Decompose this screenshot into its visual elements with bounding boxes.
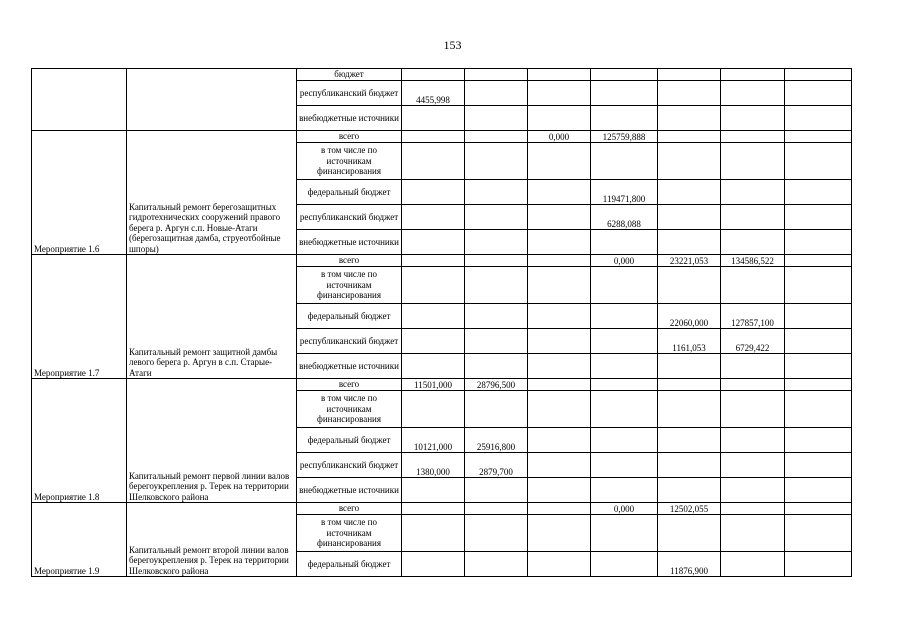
value-cell [785, 143, 852, 180]
value-cell: 0,000 [591, 503, 658, 515]
value-cell [785, 230, 852, 255]
value-cell [528, 354, 591, 379]
value-cell [528, 329, 591, 354]
value-cell [591, 267, 658, 304]
value-cell [528, 230, 591, 255]
value-cell [591, 106, 658, 131]
value-cell [465, 255, 528, 267]
value-cell [591, 391, 658, 428]
value-cell [402, 131, 465, 143]
value-cell: 127857,100 [721, 304, 785, 329]
funding-source-cell: внебюджетные источники [297, 230, 402, 255]
value-cell [658, 354, 721, 379]
funding-source-cell: республиканский бюджет [297, 329, 402, 354]
value-cell [591, 354, 658, 379]
value-cell [465, 304, 528, 329]
value-cell [402, 503, 465, 515]
value-cell: 11501,000 [402, 379, 465, 391]
value-cell [528, 379, 591, 391]
value-cell: 1380,000 [402, 453, 465, 478]
value-cell [721, 478, 785, 503]
funding-source-cell: бюджет [297, 69, 402, 81]
value-cell [658, 379, 721, 391]
value-cell [528, 552, 591, 577]
value-cell [721, 143, 785, 180]
value-cell [402, 143, 465, 180]
value-cell [591, 329, 658, 354]
table-body [32, 69, 852, 577]
value-cell [528, 304, 591, 329]
value-cell [658, 205, 721, 230]
value-cell [721, 354, 785, 379]
value-cell [465, 205, 528, 230]
value-cell: 2879,700 [465, 453, 528, 478]
value-cell [465, 143, 528, 180]
value-cell [465, 180, 528, 205]
value-cell [785, 180, 852, 205]
value-cell [658, 81, 721, 106]
value-cell: 4455,998 [402, 81, 465, 106]
funding-source-cell: республиканский бюджет [297, 453, 402, 478]
value-cell [528, 391, 591, 428]
funding-source-cell: федеральный бюджет [297, 552, 402, 577]
value-cell [721, 552, 785, 577]
value-cell [721, 81, 785, 106]
value-cell [785, 379, 852, 391]
value-cell [465, 552, 528, 577]
value-cell [528, 143, 591, 180]
table-row [32, 503, 852, 515]
value-cell [785, 354, 852, 379]
value-cell [721, 428, 785, 453]
value-cell [528, 453, 591, 478]
funding-source-cell: федеральный бюджет [297, 304, 402, 329]
value-cell: 0,000 [528, 131, 591, 143]
value-cell [591, 143, 658, 180]
value-cell [465, 106, 528, 131]
value-cell: 23221,053 [658, 255, 721, 267]
value-cell [402, 515, 465, 552]
value-cell [785, 255, 852, 267]
value-cell [721, 515, 785, 552]
value-cell [402, 180, 465, 205]
value-cell [465, 503, 528, 515]
value-cell [591, 69, 658, 81]
value-cell [591, 304, 658, 329]
value-cell [785, 428, 852, 453]
value-cell [465, 131, 528, 143]
value-cell [528, 478, 591, 503]
funding-source-cell: федеральный бюджет [297, 180, 402, 205]
value-cell [528, 428, 591, 453]
event-cell: Мероприятие 1.7 [32, 255, 127, 379]
value-cell: 119471,800 [591, 180, 658, 205]
value-cell [402, 304, 465, 329]
funding-source-cell: внебюджетные источники [297, 478, 402, 503]
funding-source-cell: республиканский бюджет [297, 205, 402, 230]
value-cell: 22060,000 [658, 304, 721, 329]
value-cell [785, 515, 852, 552]
value-cell [465, 354, 528, 379]
value-cell [528, 180, 591, 205]
value-cell [465, 329, 528, 354]
value-cell [402, 230, 465, 255]
value-cell [658, 428, 721, 453]
value-cell [785, 205, 852, 230]
event-cell: Мероприятие 1.6 [32, 131, 127, 255]
value-cell [465, 267, 528, 304]
value-cell [658, 391, 721, 428]
value-cell: 12502,055 [658, 503, 721, 515]
event-cell [32, 69, 127, 131]
value-cell [591, 478, 658, 503]
value-cell [528, 515, 591, 552]
page-number: 153 [443, 38, 462, 52]
value-cell: 28796,500 [465, 379, 528, 391]
table-row [32, 379, 852, 391]
value-cell [785, 552, 852, 577]
value-cell [402, 255, 465, 267]
value-cell [785, 329, 852, 354]
value-cell [402, 69, 465, 81]
funding-source-cell: всего [297, 131, 402, 143]
value-cell [785, 391, 852, 428]
value-cell: 11876,900 [658, 552, 721, 577]
value-cell: 134586,522 [721, 255, 785, 267]
value-cell [591, 428, 658, 453]
funding-source-cell: всего [297, 379, 402, 391]
value-cell [721, 503, 785, 515]
value-cell [721, 180, 785, 205]
table-row [32, 255, 852, 267]
value-cell [785, 81, 852, 106]
value-cell [721, 205, 785, 230]
value-cell [402, 552, 465, 577]
value-cell [658, 180, 721, 205]
value-cell [528, 503, 591, 515]
description-cell: Капитальный ремонт защитной дамбы левого берега р. Аргун в с.п. Старые-Атаги [127, 255, 297, 379]
value-cell [402, 205, 465, 230]
table-row [32, 69, 852, 81]
description-cell: Капитальный ремонт второй линии валов берегоукрепления р. Терек на территории Шелковского района [127, 503, 297, 577]
value-cell [402, 478, 465, 503]
funding-source-cell: внебюджетные источники [297, 354, 402, 379]
value-cell [465, 81, 528, 106]
value-cell [658, 106, 721, 131]
value-cell: 0,000 [591, 255, 658, 267]
funding-source-cell: внебюджетные источники [297, 106, 402, 131]
value-cell [465, 391, 528, 428]
value-cell [658, 131, 721, 143]
value-cell [785, 453, 852, 478]
funding-source-cell: в том числе по источникам финансирования [297, 515, 402, 552]
value-cell [591, 515, 658, 552]
value-cell [721, 453, 785, 478]
value-cell [465, 230, 528, 255]
value-cell [591, 453, 658, 478]
funding-source-cell: в том числе по источникам финансирования [297, 267, 402, 304]
value-cell [658, 230, 721, 255]
value-cell: 10121,000 [402, 428, 465, 453]
value-cell [658, 478, 721, 503]
value-cell [785, 267, 852, 304]
value-cell [785, 106, 852, 131]
value-cell [721, 391, 785, 428]
value-cell [721, 379, 785, 391]
value-cell [721, 230, 785, 255]
value-cell: 25916,800 [465, 428, 528, 453]
value-cell [785, 69, 852, 81]
value-cell [721, 131, 785, 143]
value-cell [465, 478, 528, 503]
value-cell [528, 267, 591, 304]
funding-source-cell: федеральный бюджет [297, 428, 402, 453]
value-cell [721, 69, 785, 81]
value-cell [402, 354, 465, 379]
value-cell [402, 106, 465, 131]
funding-source-cell: всего [297, 255, 402, 267]
value-cell: 6729,422 [721, 329, 785, 354]
value-cell: 6288,088 [591, 205, 658, 230]
value-cell [658, 69, 721, 81]
value-cell: 125759,888 [591, 131, 658, 143]
funding-source-cell: в том числе по источникам финансирования [297, 143, 402, 180]
value-cell [658, 515, 721, 552]
value-cell [528, 81, 591, 106]
value-cell [785, 503, 852, 515]
value-cell [721, 106, 785, 131]
event-cell: Мероприятие 1.9 [32, 503, 127, 577]
value-cell [785, 131, 852, 143]
value-cell [402, 391, 465, 428]
description-cell: Капитальный ремонт первой линии валов берегоукрепления р. Терек на территории Шелковского района [127, 379, 297, 503]
value-cell [591, 552, 658, 577]
value-cell [658, 453, 721, 478]
value-cell [465, 69, 528, 81]
value-cell [591, 379, 658, 391]
description-cell: Капитальный ремонт берегозащитных гидротехнических сооружений правого берега р. Аргун с.п. Новые-Атаги (берегозащитная дамба, струеотбойные шпоры) [127, 131, 297, 255]
funding-source-cell: республиканский бюджет [297, 81, 402, 106]
value-cell [402, 329, 465, 354]
value-cell [785, 478, 852, 503]
funding-source-cell: в том числе по источникам финансирования [297, 391, 402, 428]
table-row [32, 131, 852, 143]
event-cell: Мероприятие 1.8 [32, 379, 127, 503]
value-cell [465, 515, 528, 552]
funding-source-cell: всего [297, 503, 402, 515]
value-cell: 1161,053 [658, 329, 721, 354]
value-cell [658, 143, 721, 180]
value-cell [402, 267, 465, 304]
description-cell [127, 69, 297, 131]
value-cell [721, 267, 785, 304]
value-cell [591, 81, 658, 106]
value-cell [591, 230, 658, 255]
value-cell [658, 267, 721, 304]
value-cell [528, 69, 591, 81]
budget-table [31, 68, 852, 577]
value-cell [528, 255, 591, 267]
value-cell [528, 205, 591, 230]
value-cell [785, 304, 852, 329]
value-cell [528, 106, 591, 131]
